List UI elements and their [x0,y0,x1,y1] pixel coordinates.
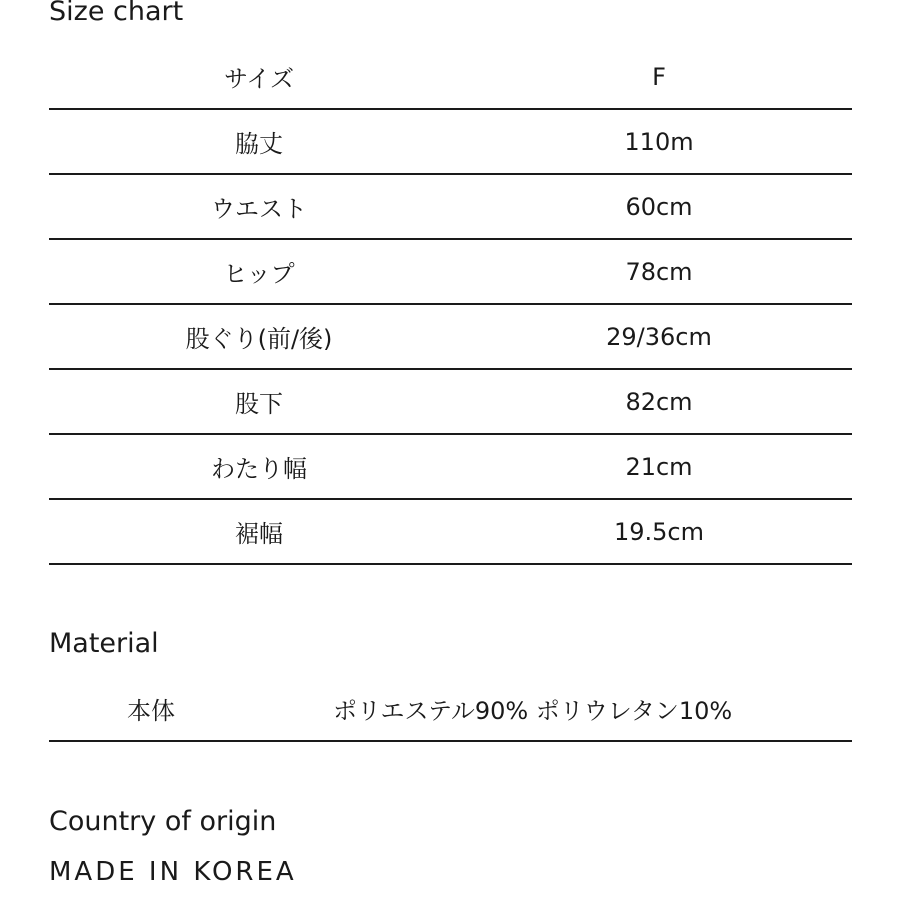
row-value: 19.5cm [613,517,704,546]
table-row [49,500,852,565]
table-row [49,110,852,175]
row-value: 78cm [625,257,693,286]
row-value: 82cm [625,387,693,416]
size-chart-header-row [49,45,852,110]
row-value: 110m [624,127,694,156]
material-row [49,676,852,742]
row-value: 60cm [625,192,693,221]
row-label: ウエスト [211,195,307,223]
country-of-origin-value: MADE IN KOREA [49,857,297,887]
row-value: 21cm [625,452,693,481]
table-row [49,370,852,435]
size-chart-title: Size chart [49,0,184,27]
size-header-value: F [652,62,666,91]
row-label: 股下 [235,390,283,418]
row-label: 脇丈 [235,130,283,158]
row-label: ヒップ [223,260,295,288]
row-label: 裾幅 [235,520,283,548]
material-title: Material [49,628,159,659]
row-value: 29/36cm [606,322,712,351]
country-of-origin-title: Country of origin [49,806,277,837]
row-label: わたり幅 [211,455,307,483]
size-chart-table [49,45,852,565]
material-value: ポリエステル90% ポリウレタン10% [333,696,733,725]
table-row [49,175,852,240]
table-row [49,305,852,370]
table-row [49,435,852,500]
material-label: 本体 [127,696,175,725]
table-row [49,240,852,305]
row-label: 股ぐり(前/後) [185,325,333,353]
size-header-label: サイズ [223,65,295,93]
